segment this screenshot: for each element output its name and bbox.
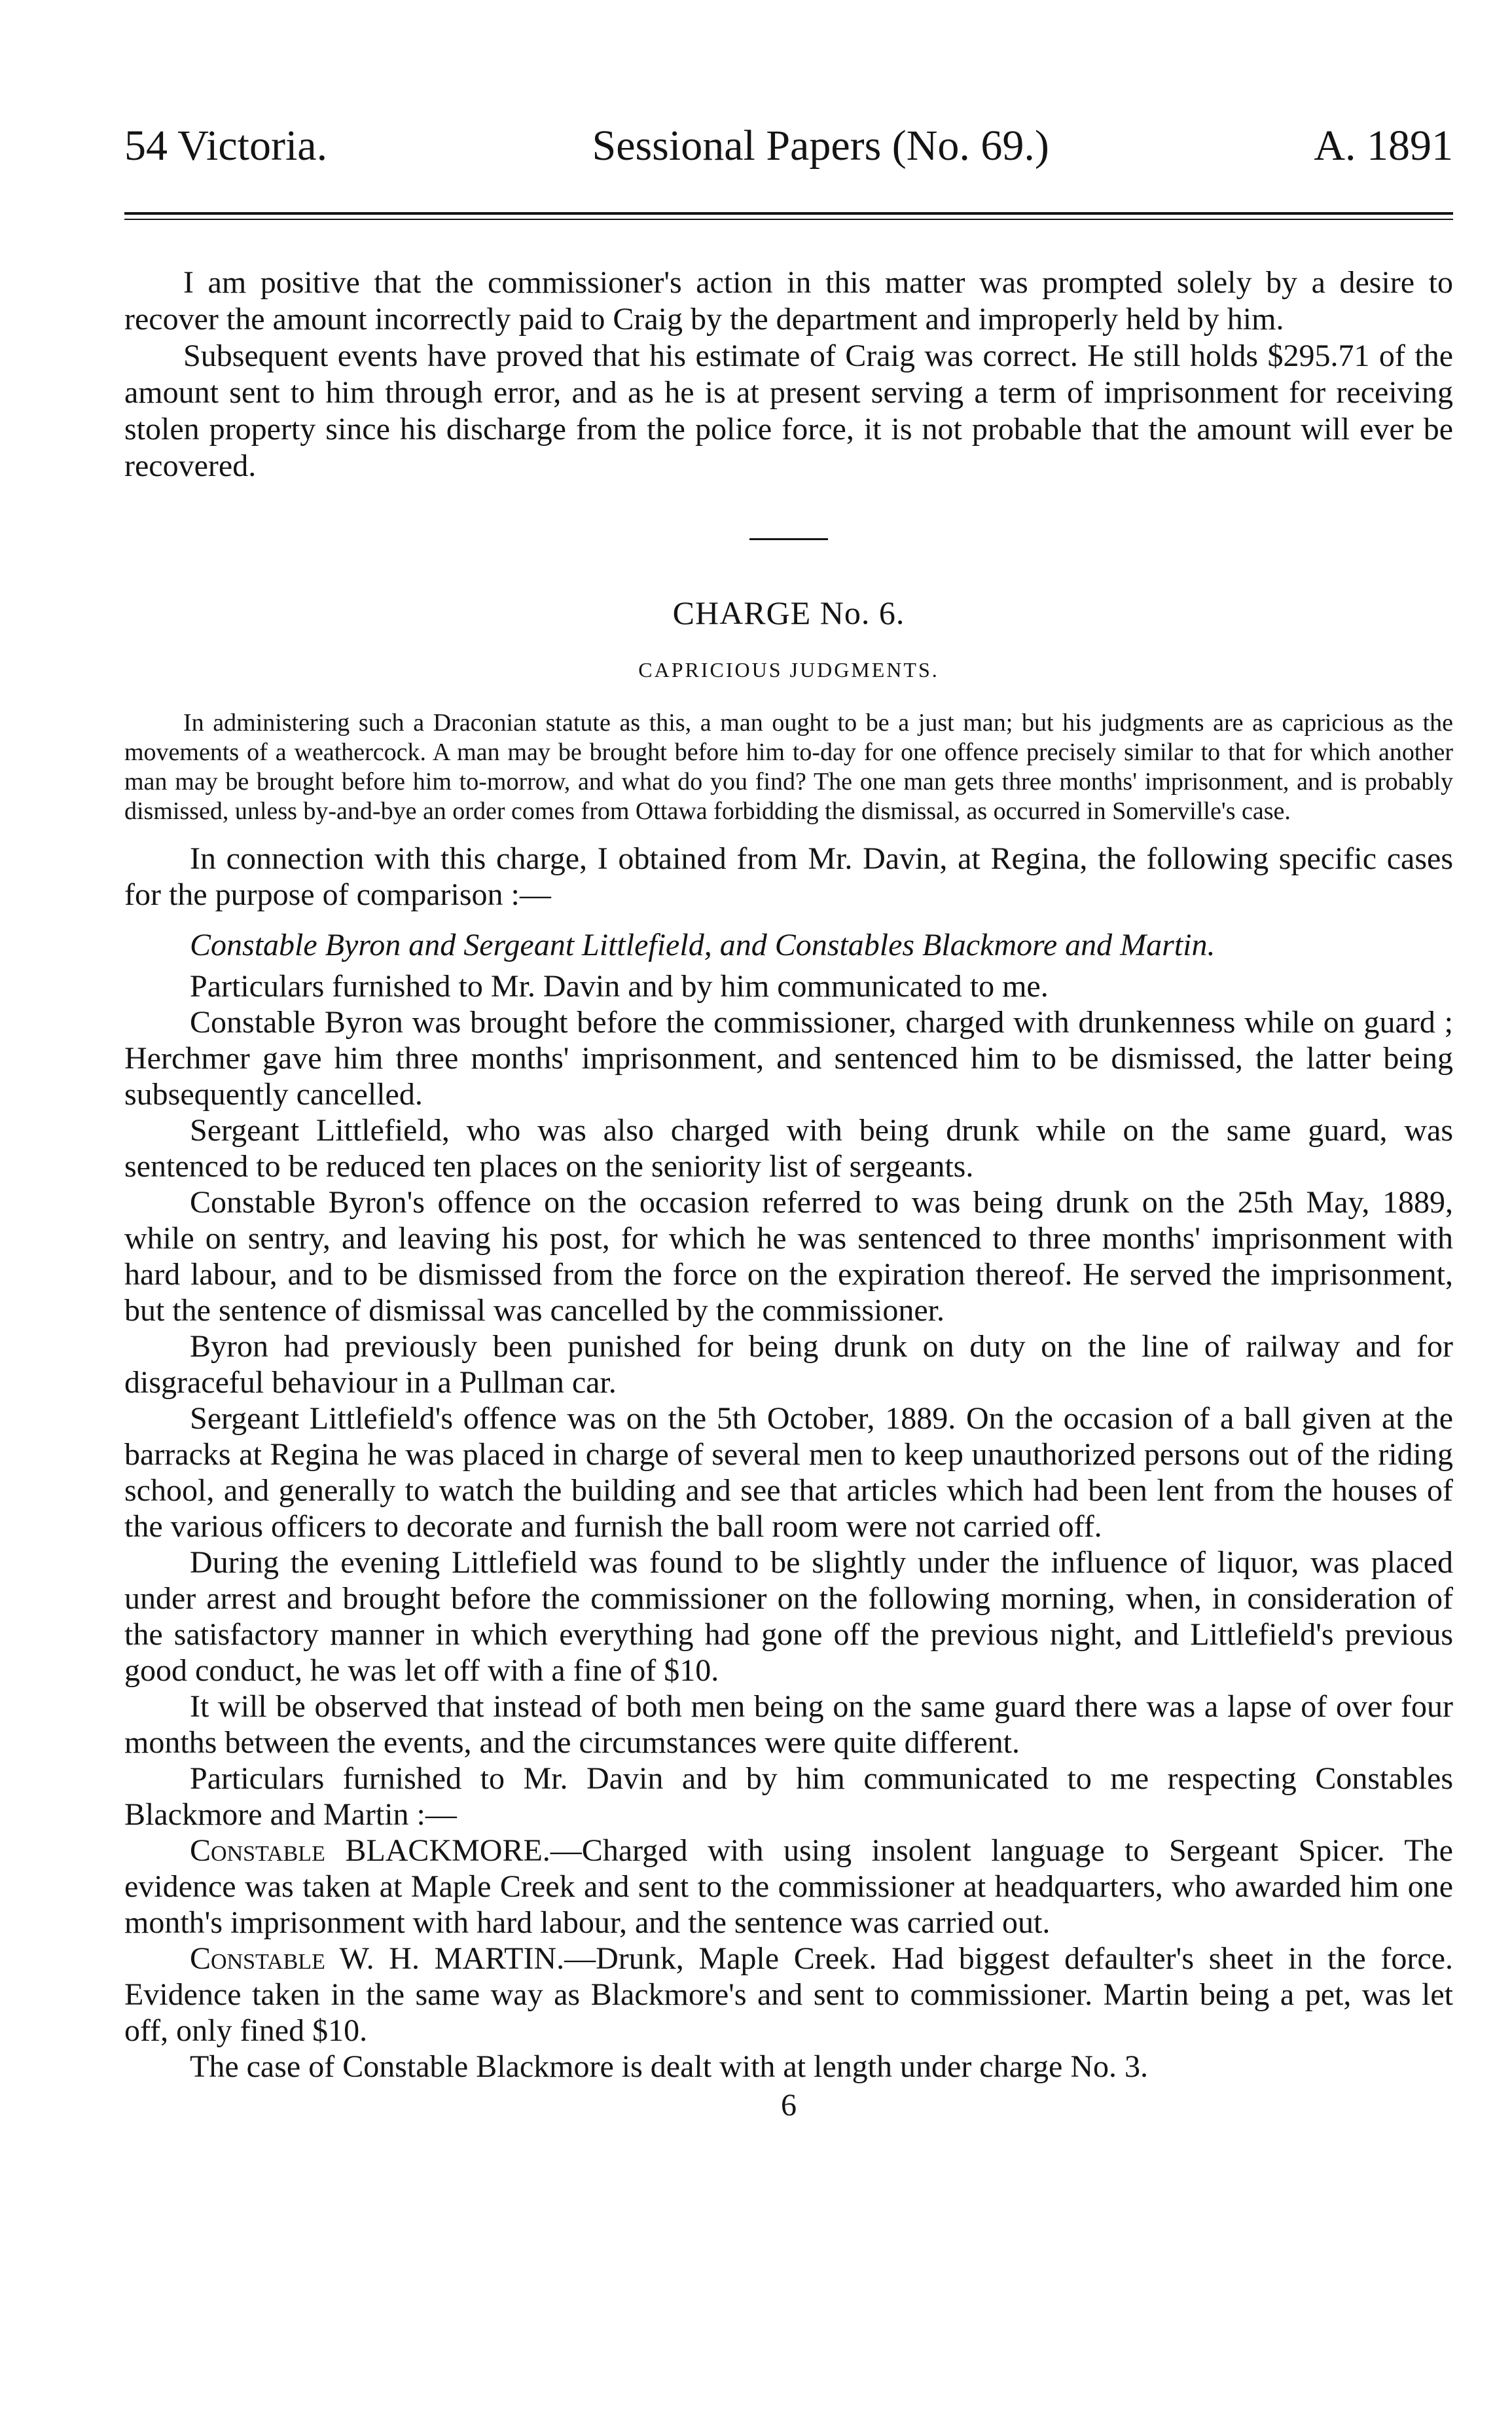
body-paragraph: Byron had previously been punished for being drunk on duty on the line of railway and for disgraceful behaviour in a Pullman car. <box>124 1329 1453 1400</box>
intro-paragraph: I am positive that the commissioner's action in this matter was prompted solely by a desire to recover the amount incorrectly paid to Craig by the department and improperly held by him. <box>124 265 1453 337</box>
blackmore-details: —Charged with using insolent language to Sergeant Spicer. The evidence was taken at Maple Creek and sent to the commissioner at headquarters, who awarded him one month's imprisonment with hard labour, and the sentence was carried out. <box>124 1833 1453 1940</box>
constable-name-martin: Constable W. H. MARTIN. <box>190 1941 565 1976</box>
body-paragraph: In connection with this charge, I obtained from Mr. Davin, at Regina, the following specific cases for the purpose of comparison :— <box>124 841 1453 912</box>
body-paragraph: The case of Constable Blackmore is dealt with at length under charge No. 3. <box>190 2049 1148 2084</box>
header-double-rule <box>124 212 1453 220</box>
constable-name-blackmore: Constable BLACKMORE. <box>190 1833 550 1868</box>
charge-quote <box>124 708 1453 826</box>
document-page <box>124 124 1453 2123</box>
body-paragraph: During the evening Littlefield was found to be slightly under the influence of liquor, was placed under arrest and brought before the commissioner on the following morning, when, in consideration of the satisfactory manner in which everything had gone off the previous night, and Littlefield's previous good conduct, he was let off with a fine of $10. <box>124 1545 1453 1688</box>
case-heading: Constable Byron and Sergeant Littlefield, and Constables Blackmore and Martin. <box>190 928 1215 962</box>
charge-title: CHARGE No. 6. <box>672 594 905 631</box>
martin-details: —Drunk, Maple Creek. Had biggest defaulter's sheet in the force. Evidence taken in the same way as Blackmore's and sent to commissioner. Martin being a pet, was let off, only fined $10. <box>124 1941 1453 2048</box>
charge-subtitle: CAPRICIOUS JUDGMENTS. <box>638 658 939 682</box>
running-header <box>124 124 1453 168</box>
header-volume: 54 Victoria. <box>124 122 328 170</box>
intro-paragraph: Subsequent events have proved that his estimate of Craig was correct. He still holds $295.71 of the amount sent to him through error, and as he is at present serving a term of imprisonment for receiving stolen property since his discharge from the police force, it is not probable that the amount will ever be recovered. <box>124 338 1453 483</box>
section-divider <box>749 538 828 540</box>
intro-section <box>124 265 1453 484</box>
body-paragraph: Constable Byron's offence on the occasion referred to was being drunk on the 25th May, 1889, while on sentry, and leaving his post, for which he was sentenced to three months' imprisonment with hard labour, and to be dismissed from the force on the expiration thereof. He served the imprisonment, but the sentence of dismissal was cancelled by the commissioner. <box>124 1185 1453 1328</box>
body-paragraph: Particulars furnished to Mr. Davin and by him communicated to me respecting Constables Blackmore and Martin :— <box>124 1761 1453 1832</box>
report-body <box>124 841 1453 2085</box>
body-paragraph: Particulars furnished to Mr. Davin and by him communicated to me. <box>190 969 1049 1004</box>
body-paragraph: Constable Byron was brought before the commissioner, charged with drunkenness while on guard ; Herchmer gave him three months' imprisonment, and sentenced him to be dismissed, the latter being subsequently cancelled. <box>124 1005 1453 1112</box>
header-year: A. 1891 <box>1314 122 1453 170</box>
charge-quote-text: In administering such a Draconian statute as this, a man ought to be a just man; but his judgments are as capricious as the movements of a weathercock. A man may be brought before him to-day for one offence precisely similar to that for which another man may be brought before him to-morrow, and what do you find? The one man gets three months' imprisonment, and is probably dismissed, unless by-and-bye an order comes from Ottawa forbidding the dismissal, as occurred in Somerville's case. <box>124 709 1453 825</box>
body-paragraph: It will be observed that instead of both men being on the same guard there was a lapse of over four months between the events, and the circumstances were quite different. <box>124 1689 1453 1760</box>
page-number: 6 <box>781 2088 797 2123</box>
header-series: Sessional Papers (No. 69.) <box>592 122 1049 170</box>
body-paragraph-martin <box>124 1941 1453 2049</box>
body-paragraph-blackmore <box>124 1833 1453 1941</box>
body-paragraph: Sergeant Littlefield, who was also charged with being drunk while on the same guard, was sentenced to be reduced ten places on the seniority list of sergeants. <box>124 1113 1453 1184</box>
body-paragraph: Sergeant Littlefield's offence was on the 5th October, 1889. On the occasion of a ball given at the barracks at Regina he was placed in charge of several men to keep unauthorized persons out of the riding school, and generally to watch the building and see that articles which had been lent from the houses of the various officers to decorate and furnish the ball room were not carried off. <box>124 1401 1453 1544</box>
